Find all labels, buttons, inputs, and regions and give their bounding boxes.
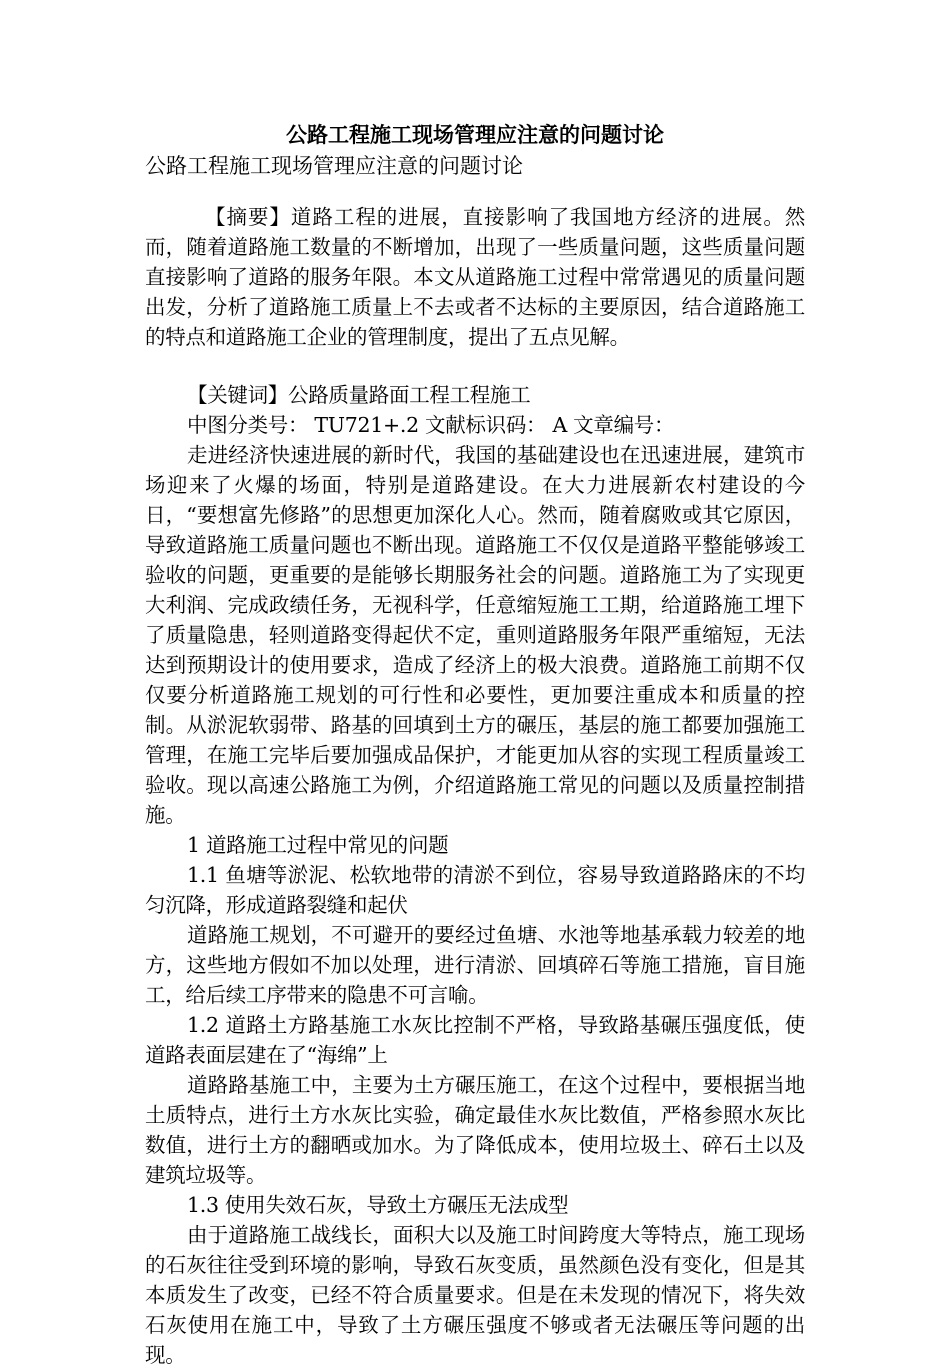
document-title: 公路工程施工现场管理应注意的问题讨论: [286, 122, 664, 147]
subsection-heading-1-1: 1.1 鱼塘等淤泥、松软地带的清淤不到位，容易导致道路路床的不均匀沉降，形成道路裂缝和起伏: [145, 863, 805, 917]
subsection-heading-1-2: 1.2 道路土方路基施工水灰比控制不严格，导致路基碾压强度低，使道路表面层建在了“海绵”上: [145, 1013, 805, 1067]
body-paragraph-1-2: 道路路基施工中，主要为土方碾压施工，在这个过程中，要根据当地土质特点，进行土方水灰比实验，确定最佳水灰比数值，严格参照水灰比数值，进行土方的翻晒或加水。为了降低成本，使用垃圾土、碎石土以及建筑垃圾等。: [145, 1073, 805, 1187]
subsection-heading-1-3: 1.3 使用失效石灰，导致土方碾压无法成型: [187, 1193, 569, 1217]
body-paragraph-intro: 走进经济快速进展的新时代，我国的基础建设也在迅速进展，建筑市场迎来了火爆的场面，特别是道路建设。在大力进展新农村建设的今日，“要想富先修路”的思想更加深化人心。然而，随着腐败或其它原因，导致道路施工质量问题也不断出现。道路施工不仅仅是道路平整能够竣工验收的问题，更重要的是能够长期服务社会的问题。道路施工为了实现更大利润、完成政绩任务，无视科学，任意缩短施工工期，给道路施工埋下了质量隐患，轻则道路变得起伏不定，重则道路服务年限严重缩短，无法达到预期设计的使用要求，造成了经济上的极大浪费。道路施工前期不仅仅要分析道路施工规划的可行性和必要性，更加要注重成本和质量的控制。从淤泥软弱带、路基的回填到土方的碾压，基层的施工都要加强施工管理，在施工完毕后要加强成品保护，才能更加从容的实现工程质量竣工验收。现以高速公路施工为例，介绍道路施工常见的问题以及质量控制措施。: [145, 443, 805, 827]
keywords-line: 【关键词】公路质量路面工程工程施工: [187, 383, 531, 407]
body-paragraph-1-1: 道路施工规划，不可避开的要经过鱼塘、水池等地基承载力较差的地方，这些地方假如不加以处理，进行清淤、回填碎石等施工措施，盲目施工，给后续工序带来的隐患不可言喻。: [145, 923, 805, 1007]
body-paragraph-1-3: 由于道路施工战线长，面积大以及施工时间跨度大等特点，施工现场的石灰往往受到环境的影响，导致石灰变质，虽然颜色没有变化，但是其本质发生了改变，已经不符合质量要求。但是在未发现的情况下，将失效石灰使用在施工中，导致了土方碾压强度不够或者无法碾压等问题的出现。: [145, 1223, 805, 1367]
abstract-paragraph: 【摘要】道路工程的进展，直接影响了我国地方经济的进展。然而，随着道路施工数量的不断增加，出现了一些质量问题，这些质量问题直接影响了道路的服务年限。本文从道路施工过程中常常遇见的质量问题出发，分析了道路施工质量上不去或者不达标的主要原因，结合道路施工的特点和道路施工企业的管理制度，提出了五点见解。: [145, 205, 805, 349]
document-page: [145, 118, 805, 1370]
section-heading-1: 1 道路施工过程中常见的问题: [187, 833, 449, 857]
document-subtitle: 公路工程施工现场管理应注意的问题讨论: [145, 154, 523, 178]
classification-line: 中图分类号： TU721+.2 文献标识码： A 文章编号：: [187, 413, 675, 437]
